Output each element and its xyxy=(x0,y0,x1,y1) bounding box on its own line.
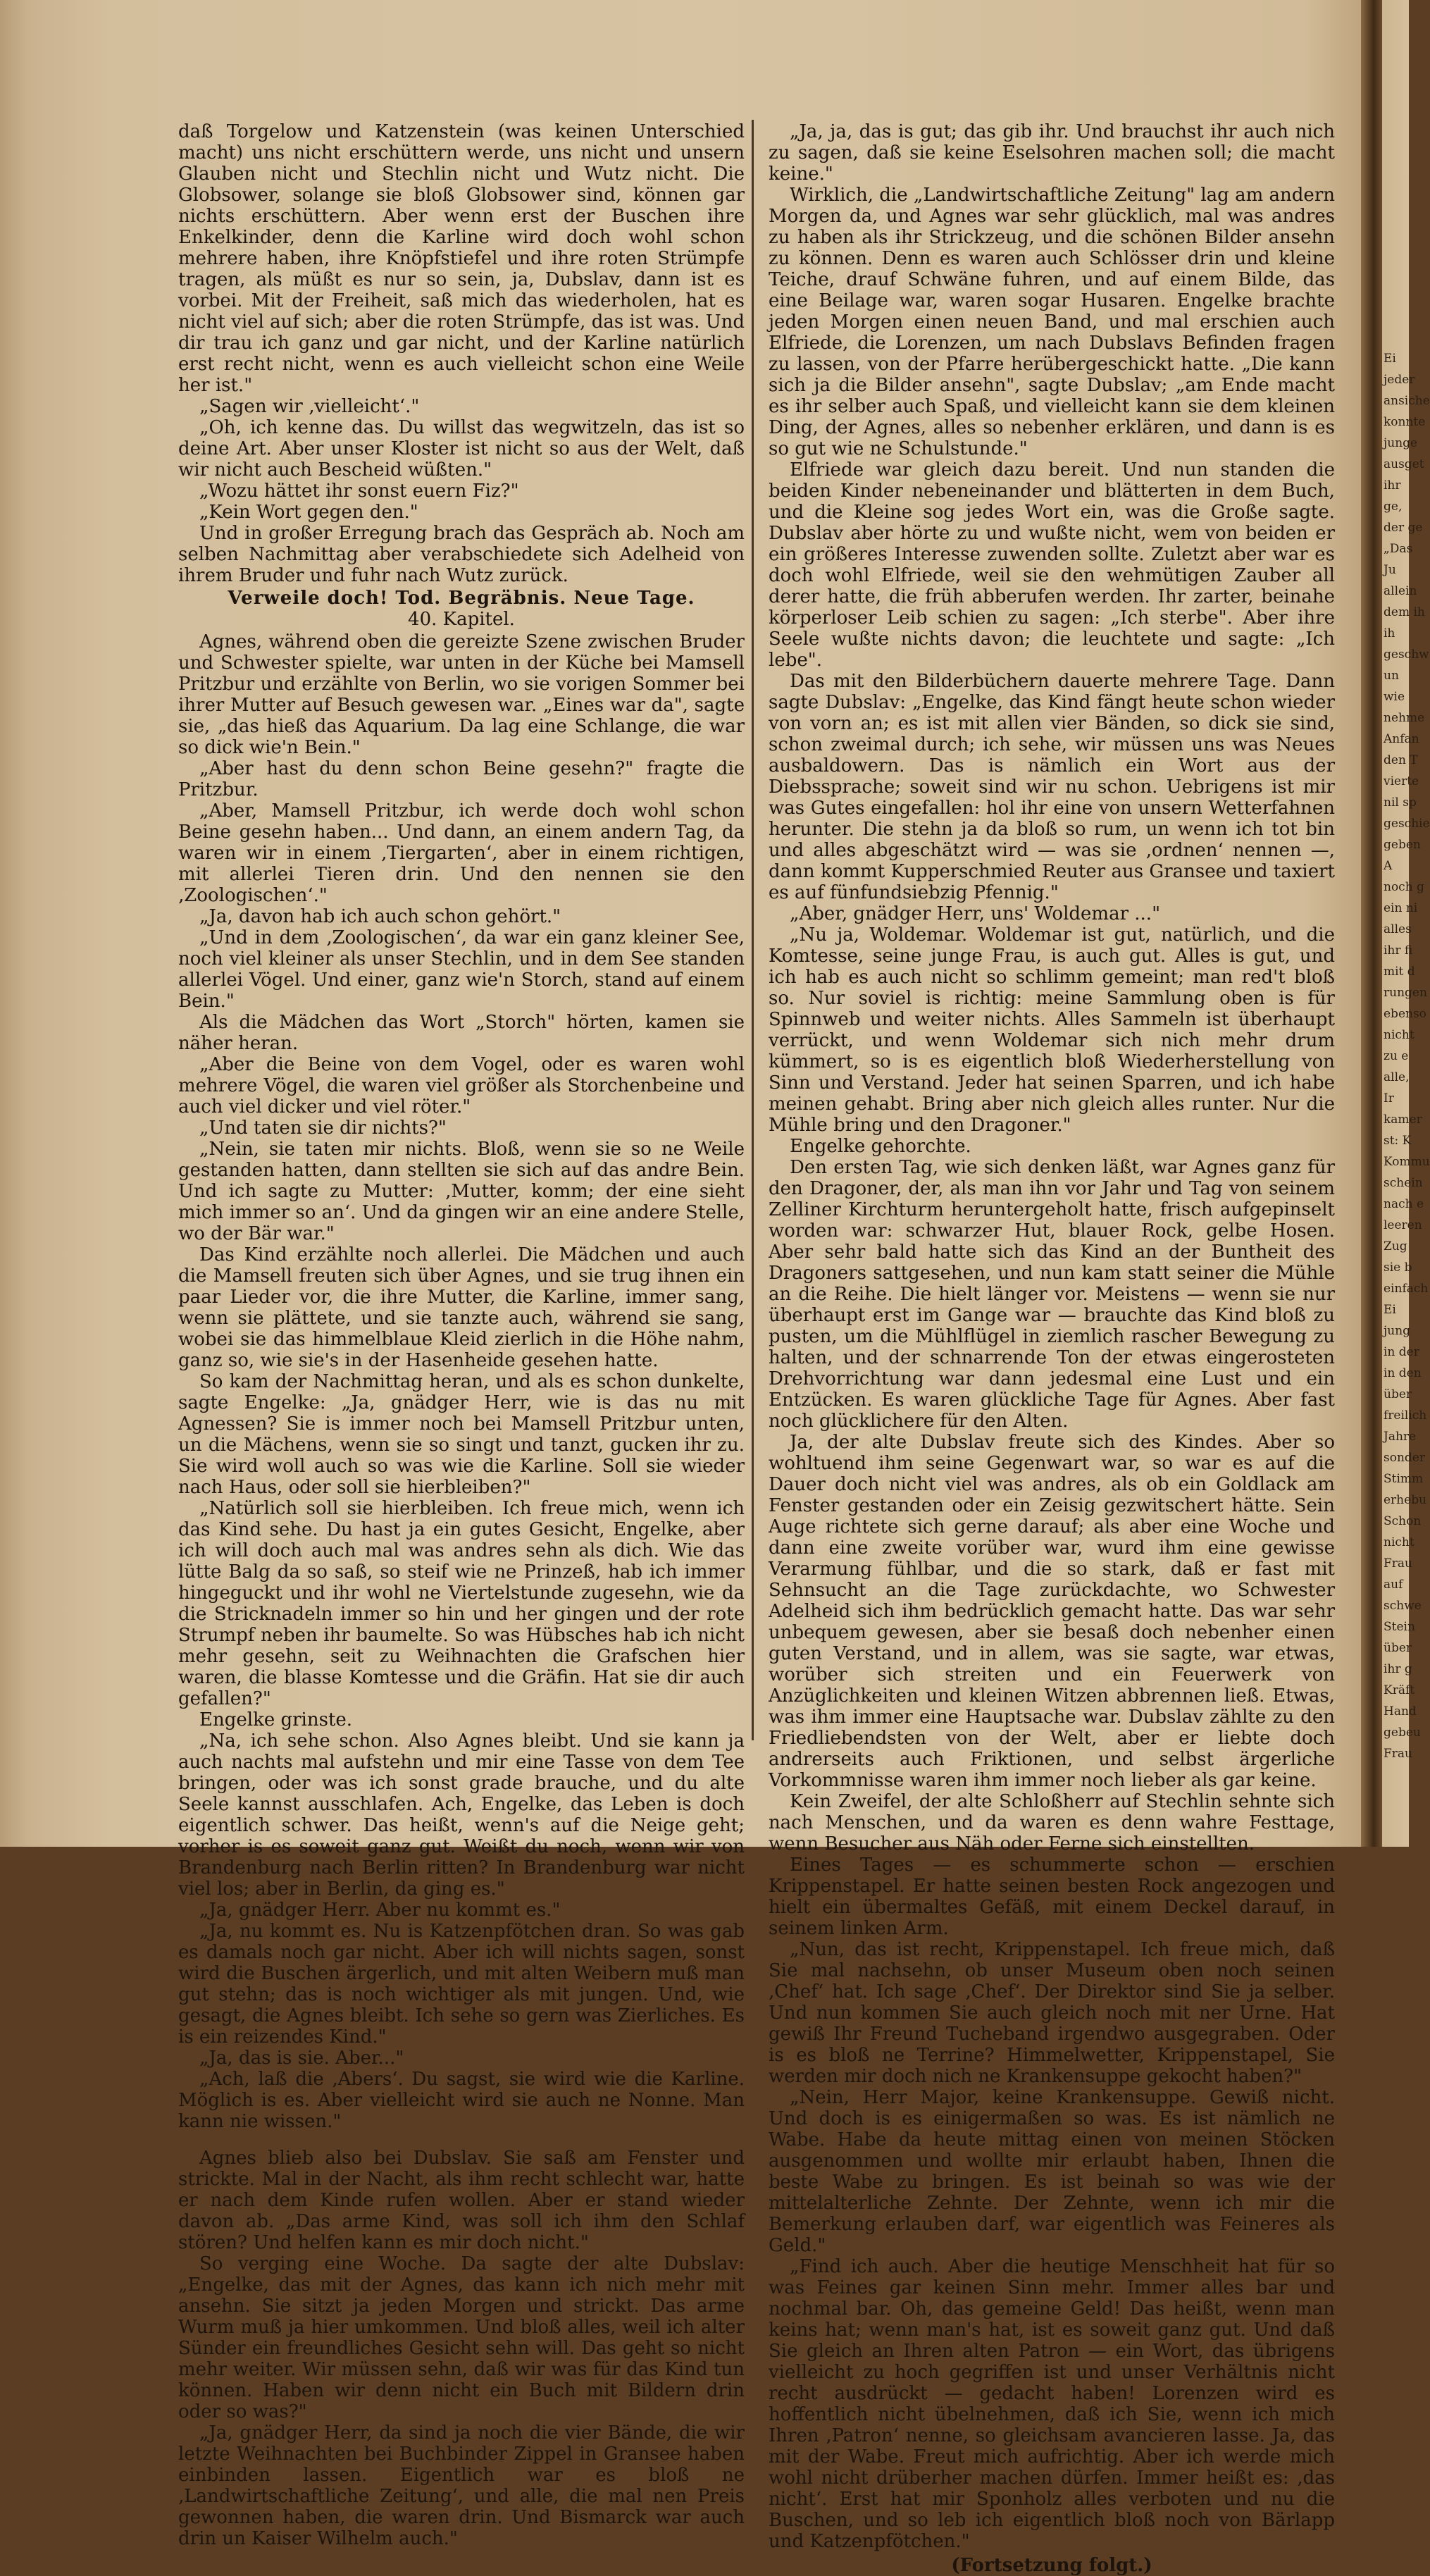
paragraph: Agnes, während oben die gereizte Szene zwischen Bruder und Schwester spielte, war unten in der Küche bei Mamsell Pritzbur und erzählte von Berlin, wo sie vorigen Sommer bei ihrer Mutter auf Besuch gewesen war. „Eines war da", sagte sie, „das hieß das Aquarium. Da lag eine Schlange, die war so dick wie'n Bein." xyxy=(178,631,745,758)
next-page-fragment: un xyxy=(1384,669,1399,683)
next-page-fragment: Ei xyxy=(1384,352,1396,366)
paragraph: Kein Zweifel, der alte Schloßherr auf Stechlin sehnte sich nach Menschen, und da waren es denn wahre Festtage, wenn Besucher aus Näh oder Ferne sich einstellten. xyxy=(769,1791,1335,1854)
paragraph: daß Torgelow und Katzenstein (was keinen Unterschied macht) uns nicht erschüttern werde, uns nicht und unsern Glauben nicht und Stechlin nicht und Wutz nicht. Die Globsower, solange sie bloß Globsower sind, können gar nichts erschüttern. Aber wenn erst der Buschen ihre Enkelkinder, denn die Karline wird doch wohl schon mehrere haben, ihre Knöpfstiefel und ihre roten Strümpfe tragen, als müßt es nur so sein, ja, Dubslav, dann ist es vorbei. Mit der Freiheit, saß mich das wiederholen, hat es nicht viel auf sich; aber die roten Strümpfe, das ist was. Und dir trau ich ganz und gar nicht, und der Karline natürlich erst recht nicht, wenn es auch vielleicht schon eine Weile her ist." xyxy=(178,121,745,396)
paragraph: „Natürlich soll sie hierbleiben. Ich freue mich, wenn ich das Kind sehe. Du hast ja ein gutes Gesicht, Engelke, aber ich will doch auch mal was andres sehn als dich. Wie das lütte Balg da so saß, so steif wie ne Prinzeß, hab ich immer hingeguckt und ihr wohl ne Viertelstunde zugesehn, wie da die Stricknadeln immer so hin und her gingen und der rote Strumpf neben ihr baumelte. So was Hübsches hab ich nicht mehr gesehn, seit zu Weihnachten die Grafschen hier waren, die blasse Komtesse und die Gräfin. Hat sie dir auch gefallen?" xyxy=(178,1498,745,1709)
paragraph: So verging eine Woche. Da sagte der alte Dubslav: „Engelke, das mit der Agnes, das kann ich nich mehr mit ansehn. Sie sitzt ja jeden Morgen und strickt. Das arme Wurm muß ja hier umkommen. Und bloß alles, weil ich alter Sünder ein freundliches Gesicht sehn will. Das geht so nicht mehr weiter. Wir müssen sehn, daß wir was für das Kind tun können. Haben wir denn nicht ein Buch mit Bildern drin oder so was?" xyxy=(178,2253,745,2422)
next-page-fragment: Stimm xyxy=(1384,1472,1424,1486)
next-page-fragment: Kräft xyxy=(1384,1683,1415,1697)
paragraph: Als die Mädchen das Wort „Storch" hörten, kamen sie näher heran. xyxy=(178,1012,745,1054)
paragraph: „Ja, gnädger Herr. Aber nu kommt es." xyxy=(199,1900,561,1921)
next-page-fragment: nil sp xyxy=(1384,795,1417,810)
next-page-fragment: „Das xyxy=(1384,542,1413,556)
next-page-fragment: ein ni xyxy=(1384,901,1418,915)
next-page-fragment: A xyxy=(1384,859,1393,873)
paragraph: „Und in dem ‚Zoologischen‘, da war ein ganz kleiner See, noch viel kleiner als unser Stechlin, und in dem See standen allerlei Vögel. Und einer, ganz wie'n Storch, stand auf einem Bein." xyxy=(178,927,745,1012)
next-page-fragment: Ei xyxy=(1384,1303,1396,1317)
paragraph: „Sagen wir ‚vielleicht‘." xyxy=(199,396,420,417)
paragraph: Und in großer Erregung brach das Gespräch ab. Noch am selben Nachmittag aber verabschiedete sich Adelheid von ihrem Bruder und fuhr nach Wutz zurück. xyxy=(178,523,745,586)
next-page-fragment: auf xyxy=(1384,1578,1403,1592)
paragraph: „Find ich auch. Aber die heutige Menschheit hat für so was Feines gar keinen Sinn mehr. Immer alles bar und nochmal bar. Oh, das gemeine Geld! Das heißt, wenn man keins hat; wenn man's hat, ist es soweit ganz gut. Und daß Sie gleich an Ihren alten Patron — ein Wort, das übrigens vielleicht zu hoch gegriffen ist und unser Verhältnis nicht recht ausdrückt — gedacht haben! Lorenzen wird es hoffentlich nicht übelnehmen, daß ich Sie, wenn ich mich Ihren ‚Patron‘ nenne, so gleichsam avancieren lasse. Ja, das mit der Wabe. Freut mich aufrichtig. Aber ich werde mich wohl nicht drüberher machen dürfen. Immer heißt es: ‚das nicht‘. Erst hat mir Sponholz alles verboten und nu die Buschen, und so leb ich eigentlich bloß noch von Bärlapp und Katzenpfötchen." xyxy=(769,2256,1335,2552)
next-page-fragment: ihr xyxy=(1384,478,1401,493)
next-page-fragment: Hand xyxy=(1384,1704,1417,1719)
next-page-fragment: Schon xyxy=(1384,1514,1422,1528)
section-gap xyxy=(178,2132,745,2148)
paragraph: „Ja, das is sie. Aber..." xyxy=(199,2048,404,2069)
next-page-fragment: freilich xyxy=(1384,1408,1427,1423)
next-page-fragment: ihr fi xyxy=(1384,943,1413,958)
next-page-fragment: jeder xyxy=(1384,373,1415,387)
paragraph: Agnes blieb also bei Dubslav. Sie saß am Fenster und strickte. Mal in der Nacht, als ihm recht schlecht war, hatte er nach dem Kinde rufen wollen. Aber er stand wieder davon ab. „Das arme Kind, was soll ich ihm den Schlaf stören? Und helfen kann es mir doch nicht." xyxy=(178,2148,745,2253)
next-page-fragment: noch g xyxy=(1384,880,1424,894)
next-page-fragment: erhebu xyxy=(1384,1493,1427,1507)
next-page-fragment: kamer xyxy=(1384,1113,1422,1127)
paragraph: „Na, ich sehe schon. Also Agnes bleibt. Und sie kann ja auch nachts mal aufstehn und mir eine Tasse von dem Tee bringen, oder was ich sonst grade brauche, und du alte Seele kannst ausschlafen. Ach, Engelke, das Leben is doch eigentlich schwer. Das heißt, wenn's auf die Neige geht; vorher is es soweit ganz gut. Weißt du noch, wenn wir von Brandenburg nach Berlin ritten? In Brandenburg war nicht viel los; aber in Berlin, da ging es." xyxy=(178,1730,745,1900)
paragraph: Wirklich, die „Landwirtschaftliche Zeitung" lag am andern Morgen da, und Agnes war sehr glücklich, mal was andres zu haben als ihr Strickzeug, und die schönen Bilder ansehn zu können. Denn es waren auch Schlösser drin und kleine Teiche, drauf Schwäne fuhren, und auf einem Bilde, das eine Beilage war, waren sogar Husaren. Engelke brachte jeden Morgen einen neuen Band, und mal erschien auch Elfriede, die Lorenzen, um nach Dubslavs Befinden fragen zu lassen, von der Pfarre herübergeschickt hatte. „Die kann sich ja die Bilder ansehn", sagte Dubslav; „am Ende macht es ihr selber auch Spaß, und vielleicht kann sie dem kleinen Ding, der Agnes, alles so nebenher erklären, und dann is es so gut wie ne Schulstunde." xyxy=(769,185,1335,459)
next-page-fragment: alles xyxy=(1384,922,1412,936)
next-page-fragment: junge xyxy=(1384,436,1418,450)
next-page-fragment: leeren xyxy=(1384,1218,1422,1232)
next-page-fragment: alle, xyxy=(1384,1070,1410,1084)
left-column xyxy=(178,121,745,2549)
next-page-fragment: in der xyxy=(1384,1345,1419,1359)
right-column xyxy=(769,121,1335,2576)
next-page-fragment: über xyxy=(1384,1641,1412,1655)
paragraph: „Ja, ja, das is gut; das gib ihr. Und brauchst ihr auch nich zu sagen, daß sie keine Eselsohren machen soll; die macht keine." xyxy=(769,121,1335,185)
next-page-fragment: ausget xyxy=(1384,457,1424,471)
next-page-fragment: nach e xyxy=(1384,1197,1424,1211)
paragraph: „Aber, Mamsell Pritzbur, ich werde doch wohl schon Beine gesehn haben... Und dann, an einem andern Tag, da waren wir in einem ‚Tiergarten‘, aber in einem richtigen, mit allerlei Tieren drin. Und den nennen sie den ‚Zoologischen‘." xyxy=(178,800,745,906)
paragraph: Den ersten Tag, wie sich denken läßt, war Agnes ganz für den Dragoner, der, als man ihn vor Jahr und Tag von seinem Zelliner Kirchturm heruntergeholt hatte, frisch aufgepinselt worden war: schwarzer Hut, blauer Rock, gelbe Hosen. Aber sehr bald hatte sich das Kind an der Buntheit des Dragoners sattgesehen, und nun kam statt seiner die Mühle an die Reihe. Die hielt länger vor. Meistens — wenn sie nur überhaupt erst im Gange war — brauchte das Kind bloß zu pusten, um die Mühlflügel in ziemlich rascher Bewegung zu halten, und der schnarrende Ton der etwas eingerosteten Drehvorrichtung war dann jedesmal eine Lust und ein Entzücken. Es waren glückliche Tage für Agnes. Aber fast noch glücklichere für den Alten. xyxy=(769,1157,1335,1432)
next-page-fragment: Frau xyxy=(1384,1556,1413,1571)
next-page-fragment: wie xyxy=(1384,690,1405,704)
next-page-fragment: sonder xyxy=(1384,1451,1425,1465)
next-page-fragment: ansiche xyxy=(1384,394,1430,408)
paragraph: Engelke gehorchte. xyxy=(790,1136,971,1157)
next-page-fragment: mit d xyxy=(1384,965,1415,979)
paragraph: „Kein Wort gegen den." xyxy=(199,502,418,523)
paragraph: Das mit den Bilderbüchern dauerte mehrere Tage. Dann sagte Dubslav: „Engelke, das Kind fängt heute schon wieder von vorn an; es ist mit allen vier Bänden, so dick sie sind, schon zweimal durch; ich sehe, wir müssen uns was Neues ausbaldowern. Das is nämlich ein Wort aus der Diebssprache; soweit sind wir nu schon. Uebrigens ist mir was Gutes eingefallen: hol ihr eine von unsern Wetterfahnen herunter. Die stehn ja da bloß so rum, un wenn ich tot bin und alles abgeschätzt wird — was sie ‚ordnen‘ nennen —, dann kommt Kupperschmied Reuter aus Gransee und taxiert es auf fünfundsiebzig Pfennig." xyxy=(769,671,1335,903)
next-page-fragment: geschie xyxy=(1384,817,1430,831)
column-rule xyxy=(752,120,754,1740)
next-page-fragment: über xyxy=(1384,1387,1412,1401)
paragraph: „Aber die Beine von dem Vogel, oder es waren wohl mehrere Vögel, die waren viel größer als Storchenbeine und auch viel dicker und viel röter." xyxy=(178,1054,745,1117)
next-page-fragment: Frau xyxy=(1384,1747,1413,1761)
next-page-fragment: jung xyxy=(1384,1324,1411,1338)
next-page-fragment: st: K xyxy=(1384,1134,1412,1148)
next-page-fragment: nicht xyxy=(1384,1028,1415,1042)
paragraph: „Ach, laß die ‚Abers‘. Du sagst, sie wird wie die Karline. Möglich is es. Aber vielleicht wird sie auch ne Nonne. Man kann nie wissen." xyxy=(178,2069,745,2132)
next-page-fragment: in den xyxy=(1384,1366,1422,1380)
paragraph: „Nun, das ist recht, Krippenstapel. Ich freue mich, daß Sie mal nachsehn, ob unser Museum oben noch seinen ‚Chef‘ hat. Ich sage ‚Chef‘. Der Direktor sind Sie ja selber. Und nun kommen Sie auch gleich noch mit ner Urne. Hat gewiß Ihr Freund Tucheband irgendwo ausgegraben. Oder is es bloß ne Terrine? Himmelwetter, Krippenstapel, Sie werden mir doch nich ne Krankensuppe gekocht haben?" xyxy=(769,1939,1335,2087)
next-page-fragment: der ge xyxy=(1384,521,1423,535)
next-page-fragment: ih xyxy=(1384,626,1395,640)
next-page-fragment: ihr g xyxy=(1384,1662,1412,1676)
next-page-fragment: Anfan xyxy=(1384,732,1419,746)
next-page-fragment: den T xyxy=(1384,753,1418,767)
next-page-fragment: geschw xyxy=(1384,648,1429,662)
paragraph: Elfriede war gleich dazu bereit. Und nun standen die beiden Kinder nebeneinander und blätterten in dem Buch, und die Kleine sog jedes Wort ein, was die Große sagte. Dubslav aber hörte zu und wußte nicht, wem von beiden er ein größeres Interesse zuwenden sollte. Zuletzt aber war es doch wohl Elfriede, weil sie den wehmütigen Zauber all derer hatte, die früh abberufen werden. Ihr zarter, beinahe körperloser Leib schien zu sagen: „Ich sterbe". Aber ihre Seele wußte nichts davon; die leuchtete und sagte: „Ich lebe". xyxy=(769,459,1335,671)
paragraph: „Ja, nu kommt es. Nu is Katzenpfötchen dran. So was gab es damals noch gar nicht. Aber ich will nichts sagen, sonst wird die Buschen ärgerlich, und mit alten Weibern muß man gut stehn; das is noch wichtiger als mit jungen. Und, wie gesagt, die Agnes bleibt. Ich sehe so gern was Zierliches. Es is ein reizendes Kind." xyxy=(178,1921,745,2048)
paragraph: „Wozu hättet ihr sonst euern Fiz?" xyxy=(199,481,519,502)
paragraph: „Ja, davon hab ich auch schon gehört." xyxy=(199,906,561,927)
next-page-edge xyxy=(1382,0,1430,1847)
next-page-fragment: schein xyxy=(1384,1176,1423,1190)
paragraph: „Oh, ich kenne das. Du willst das wegwitzeln, das ist so deine Art. Aber unser Kloster ist nicht so aus der Welt, daß wir nicht auch Bescheid wüßten." xyxy=(178,417,745,481)
chapter-heading: Verweile doch! Tod. Begräbnis. Neue Tage. xyxy=(228,588,695,609)
next-page-fragment: dem ih xyxy=(1384,605,1425,619)
next-page-fragment: rungen xyxy=(1384,986,1427,1000)
next-page-fragment: nicht xyxy=(1384,1535,1415,1549)
paragraph: „Ja, gnädger Herr, da sind ja noch die vier Bände, die wir letzte Weihnachten bei Buchbinder Zippel in Gransee haben einbinden lassen. Eigentlich war es bloß ne ‚Landwirtschaftliche Zeitung‘, und alle, die mal nen Preis gewonnen haben, die waren drin. Und Bismarck war auch drin un Kaiser Wilhelm auch." xyxy=(178,2422,745,2549)
continuation-note: (Fortsetzung folgt.) xyxy=(951,2555,1152,2576)
paragraph: „Und taten sie dir nichts?" xyxy=(199,1117,447,1139)
book-gutter xyxy=(1361,0,1382,1847)
next-page-fragment: ebenso xyxy=(1384,1007,1426,1021)
paragraph: Engelke grinste. xyxy=(199,1709,353,1730)
next-page-fragment: Ir xyxy=(1384,1091,1394,1106)
paragraph: „Nein, sie taten mir nichts. Bloß, wenn sie so ne Weile gestanden hatten, dann stellten sie sich auf das andre Bein. Und ich sagte zu Mutter: ‚Mutter, komm; der eine sieht mich immer so an‘. Und da gingen wir an eine andere Stelle, wo der Bär war." xyxy=(178,1139,745,1244)
chapter-number: 40. Kapitel. xyxy=(408,609,515,630)
paragraph: So kam der Nachmittag heran, und als es schon dunkelte, sagte Engelke: „Ja, gnädger Herr, wie is das nu mit Agnessen? Sie is immer noch bei Mamsell Pritzbur unten, un die Mächens, wenn sie so singt und tanzt, gucken ihr zu. Sie wird woll auch so was wie die Karline. Soll sie wieder nach Haus, oder soll sie hierbleiben?" xyxy=(178,1371,745,1498)
next-page-fragment: gebeu xyxy=(1384,1726,1421,1740)
next-page-fragment: vierte xyxy=(1384,774,1419,788)
paragraph: „Aber, gnädger Herr, uns' Woldemar ..." xyxy=(790,903,1161,924)
paragraph: Das Kind erzählte noch allerlei. Die Mädchen und auch die Mamsell freuten sich über Agnes, und sie trug ihnen ein paar Lieder vor, die ihre Mutter, die Karline, immer sang, wenn sie plättete, und sie tanzte auch, während sie sang, wobei sie das himmelblaue Kleid zierlich in die Höhe nahm, ganz so, wie sie's in der Hasenheide gesehen hatte. xyxy=(178,1244,745,1371)
next-page-fragment: sie b xyxy=(1384,1261,1412,1275)
next-page-fragment: zu e xyxy=(1384,1049,1409,1063)
next-page-fragment: Ju xyxy=(1384,563,1396,577)
next-page-fragment: ge, xyxy=(1384,500,1403,514)
next-page-fragment: einfach xyxy=(1384,1282,1429,1296)
next-page-fragment: nehme xyxy=(1384,711,1425,725)
paragraph: „Aber hast du denn schon Beine gesehn?" fragte die Pritzbur. xyxy=(178,758,745,800)
next-page-fragment: geben xyxy=(1384,838,1421,852)
paragraph: „Nein, Herr Major, keine Krankensuppe. Gewiß nicht. Und doch is es einigermaßen so was. Es ist nämlich ne Wabe. Habe da heute mittag einen von meinen Stöcken ausgenommen und wollte mir erlaubt haben, Ihnen die beste Wabe zu bringen. Es ist beinah so was wie der mittelalterliche Zehnte. Der Zehnte, wenn ich mir die Bemerkung erlauben darf, war eigentlich was Feineres als Geld." xyxy=(769,2087,1335,2256)
next-page-fragment: Zug xyxy=(1384,1239,1407,1253)
paragraph: „Nu ja, Woldemar. Woldemar ist gut, natürlich, und die Komtesse, seine junge Frau, is auch gut. Alles is gut, und ich hab es auch nicht so schlimm gemeint; man red't bloß so. Nur soviel is richtig: meine Sammlung oben is für Spinnweb und weiter nichts. Alles Sammeln ist überhaupt verrückt, und wenn Woldemar sich nich mehr drum kümmert, so is es eigentlich bloß Wiederherstellung von Sinn und Verstand. Jeder hat seinen Sparren, und ich habe meinen gehabt. Bring aber nich gleich alles runter. Nur die Mühle bring und den Dragoner." xyxy=(769,924,1335,1136)
next-page-fragment: allein xyxy=(1384,584,1417,598)
next-page-fragment: Jahre xyxy=(1384,1430,1417,1444)
next-page-fragment: Kommu xyxy=(1384,1155,1430,1169)
paragraph: Eines Tages — es schummerte schon — erschien Krippenstapel. Er hatte seinen besten Rock angezogen und hielt ein übermaltes Gefäß, mit einem Deckel darauf, in seinem linken Arm. xyxy=(769,1854,1335,1939)
next-page-fragment: konnte xyxy=(1384,415,1426,429)
next-page-fragment: Stein xyxy=(1384,1620,1415,1634)
next-page-fragment: schwe xyxy=(1384,1599,1422,1613)
paragraph: Ja, der alte Dubslav freute sich des Kindes. Aber so wohltuend ihm seine Gegenwart war, so war es auf die Dauer doch nicht viel was andres, als ob ein Goldlack am Fenster gestanden oder ein Zeisig gezwitschert hätte. Sein Auge richtete sich gerne darauf; als aber eine Woche und dann eine zweite vorüber war, wurd ihm eine gewisse Verarmung fühlbar, und die so stark, daß er fast mit Sehnsucht an die Tage zurückdachte, wo Schwester Adelheid sich ihm bedrücklich gemacht hatte. Das war sehr unbequem gewesen, aber sie besaß doch nebenher einen guten Verstand, und in allem, was sie sagte, war etwas, worüber sich streiten und ein Feuerwerk von Anzüglichkeiten und kleinen Witzen abbrennen ließ. Etwas, was ihm immer eine Hauptsache war. Dubslav zählte zu den Friedliebendsten von der Welt, aber er liebte doch andrerseits auch Friktionen, und selbst ärgerliche Vorkommnisse waren ihm immer noch lieber als gar keine. xyxy=(769,1432,1335,1791)
